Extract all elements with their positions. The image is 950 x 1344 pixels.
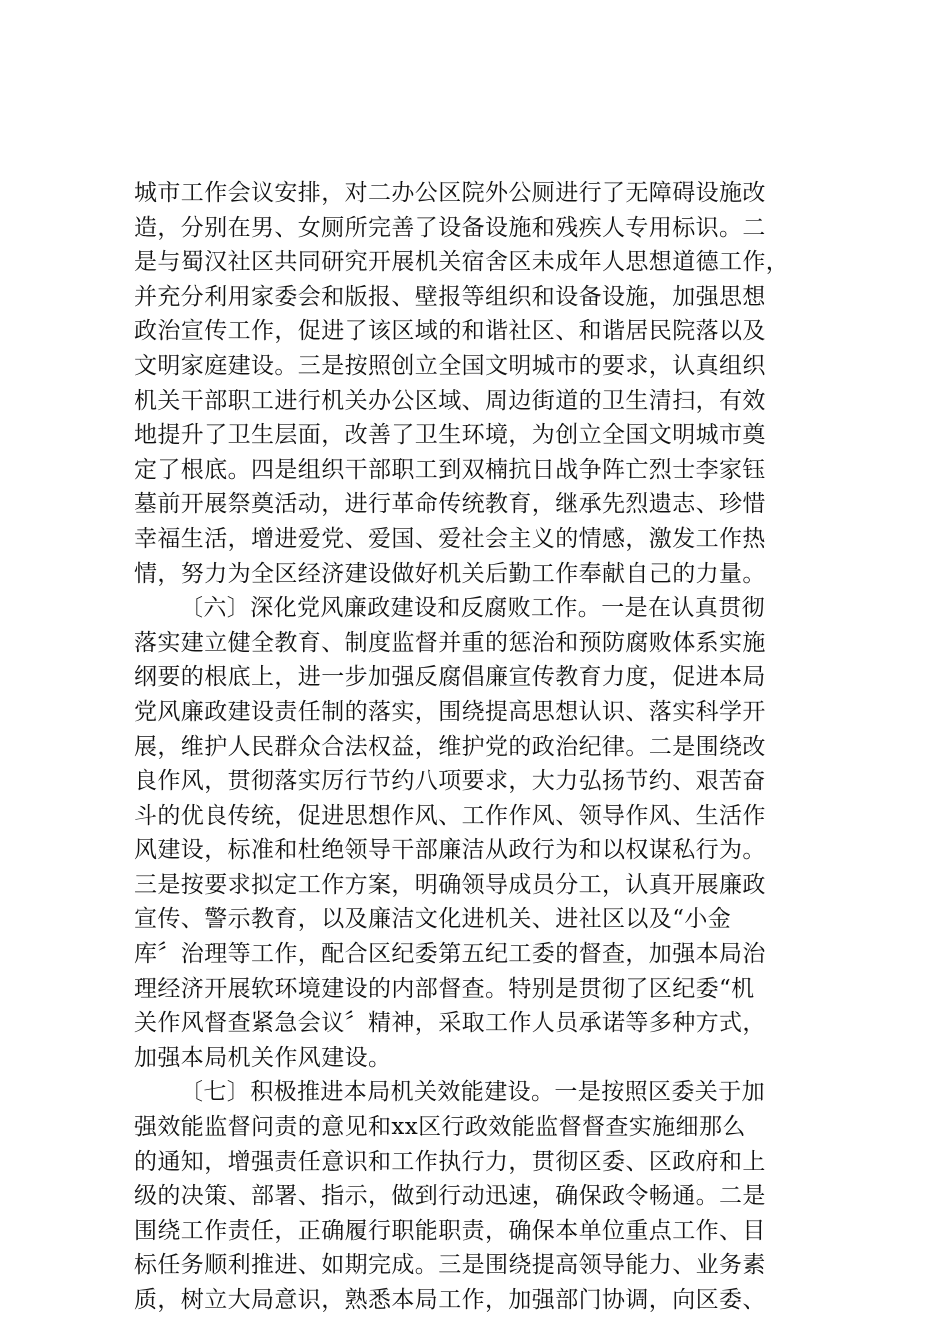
text-line: 造，分别在男、女厕所完善了设备设施和残疾人专用标识。二	[134, 214, 766, 241]
text-line: 的通知，增强责任意识和工作执行力，贯彻区委、区政府和上	[134, 1148, 766, 1175]
text-line: 〔七〕积极推进本局机关效能建设。一是按照区委关于加	[180, 1079, 765, 1106]
text-line: 党风廉政建设责任制的落实，围绕提高思想认识、落实科学开	[134, 698, 766, 725]
text-line: 围绕工作责任，正确履行职能职责，确保本单位重点工作、目	[134, 1217, 766, 1244]
text-line: 级的决策、部署、指示，做到行动迅速，确保政令畅通。二是	[134, 1183, 766, 1210]
text-line: 纲要的根底上，进一步加强反腐倡廉宣传教育力度，促进本局	[134, 664, 766, 691]
text-line: 机关干部职工进行机关办公区域、周边街道的卫生清扫，有效	[134, 387, 766, 414]
text-line: 墓前开展祭奠活动，进行革命传统教育，继承先烈遗志、珍惜	[134, 491, 766, 518]
text-line: 库〞治理等工作，配合区纪委第五纪工委的督查，加强本局治	[134, 941, 766, 968]
document-body	[134, 176, 824, 1318]
text-line: 质，树立大局意识，熟悉本局工作，加强部门协调，向区委、	[134, 1287, 766, 1313]
text-line: 〔六〕深化党风廉政建设和反腐败工作。一是在认真贯彻	[180, 595, 765, 622]
text-line: 落实建立健全教育、制度监督并重的惩治和预防腐败体系实施	[134, 629, 766, 656]
text-line: 标任务顺利推进、如期完成。三是围绕提高领导能力、业务素	[134, 1252, 766, 1279]
text-line: 政治宣传工作，促进了该区域的和谐社区、和谐居民院落以及	[134, 318, 766, 345]
text-line: 地提升了卫生层面，改善了卫生环境，为创立全国文明城市奠	[134, 422, 766, 449]
text-line: 强效能监督问责的意见和xx区行政效能监督督查实施细那么	[134, 1114, 746, 1141]
text-line: 情，努力为全区经济建设做好机关后勤工作奉献自己的力量。	[134, 560, 766, 587]
text-line: 风建设，标准和杜绝领导干部廉洁从政行为和以权谋私行为。	[134, 837, 766, 864]
text-line: 城市工作会议安排，对二办公区院外公厕进行了无障碍设施改	[134, 180, 766, 206]
text-line: 幸福生活，增进爱党、爱国、爱社会主义的情感，激发工作热	[134, 525, 766, 552]
text-line: 三是按要求拟定工作方案，明确领导成员分工，认真开展廉政	[134, 871, 766, 898]
text-line: 展，维护人民群众合法权益，维护党的政治纪律。二是围绕改	[134, 733, 766, 760]
text-line: 文明家庭建设。三是按照创立全国文明城市的要求，认真组织	[134, 352, 766, 379]
text-line: 关作风督查紧急会议〞精神，采取工作人员承诺等多种方式，	[134, 1010, 766, 1037]
text-line: 良作风，贯彻落实厉行节约八项要求，大力弘扬节约、艰苦奋	[134, 768, 766, 795]
text-line: 宣传、警示教育，以及廉洁文化进机关、进社区以及“小金	[134, 906, 732, 933]
text-line: 理经济开展软环境建设的内部督查。特别是贯彻了区纪委“机	[134, 975, 755, 1002]
text-line: 斗的优良传统，促进思想作风、工作作风、领导作风、生活作	[134, 802, 766, 829]
text-line: 是与蜀汉社区共同研究开展机关宿舍区未成年人思想道德工作，	[134, 249, 790, 276]
text-line: 定了根底。四是组织干部职工到双楠抗日战争阵亡烈士李家钰	[134, 456, 766, 483]
text-line: 加强本局机关作风建设。	[134, 1044, 392, 1071]
text-line: 并充分利用家委会和版报、壁报等组织和设备设施，加强思想	[134, 283, 766, 310]
